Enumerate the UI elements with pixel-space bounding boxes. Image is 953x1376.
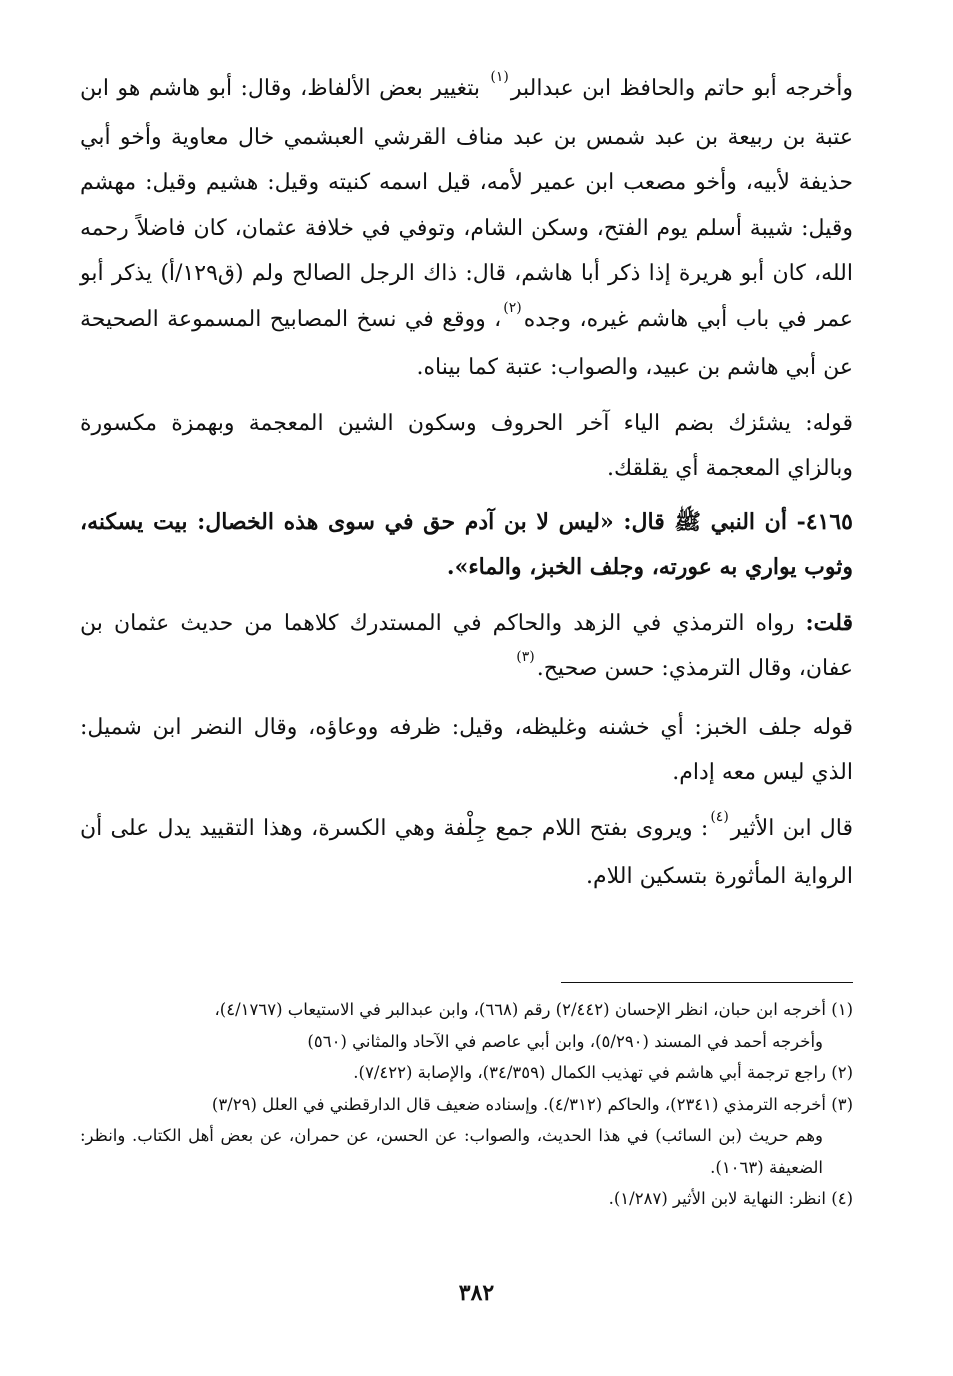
paragraph-text: ، ووقع في نسخ المصابيح المسموعة الصحيحة عن أبي هاشم بن عبيد، والصواب: عتبة كما بيناه.: [80, 306, 853, 380]
footnote-line: (١) أخرجه ابن حبان، انظر الإحسان (٢/٤٤٢) رقم (٦٦٨)، وابن عبدالبر في الاستيعاب (٤/١٧٦٧)،: [214, 1000, 853, 1019]
paragraph-jilf-al-khubz: [80, 705, 853, 796]
footnote-ref-4[interactable]: (٤): [710, 808, 729, 825]
paragraph-text: رواه الترمذي في الزهد والحاكم في المستدرك كلاهما من حديث عثمان بن عفان، وقال الترمذي: حسن صحيح.: [80, 610, 853, 681]
paragraph-ibn-al-athir: [80, 806, 853, 900]
footnotes: [80, 994, 853, 1215]
footnote-line: (٣) أخرجه الترمذي (٢٣٤١)، والحاكم (٤/٣١٢). وإسناده ضعيف قال الدارقطني في العلل (٣/٢٩): [211, 1094, 853, 1114]
footnote-ref-2[interactable]: (٢): [503, 299, 522, 316]
paragraph-text: : ويروى بفتح اللام جمع جِلْفة وهي الكسرة، وهذا التقييد يدل على أن الرواية المأثورة بتسكين اللام.: [80, 815, 853, 889]
footnote-line: وأخرجه أحمد في المسند (٥/٢٩٠)، وابن أبي عاصم في الآحاد والمثاني (٥٦٠): [307, 1031, 823, 1051]
paragraph-text: قال ابن الأثير: [730, 815, 853, 841]
paragraph-text: بتغيير بعض الألفاظ، وقال: أبو هاشم هو ابن عتبة بن ربيعة بن عبد شمس بن عبد مناف القرشي العبشمي خال معاوية وأخو أبي حذيفة لأبيه، وأخو مصعب ابن عمير لأمه، قيل اسمه كنيته وقيل: هشيم وقيل: مهشم وقيل: شيبة أسلم يوم الفتح، وسكن الشام، وتوفي في خلافة عثمان، كان فاضلاً رحمه الله، كان أبو هريرة إذا ذكر أبا هاشم، قال: ذاك الرجل الصالح ولم (ق١٢٩/أ) يذكر أبو عمر في باب أبي هاشم غيره، وجده: [80, 76, 854, 332]
paragraph-qult: [80, 601, 853, 695]
footnote-line: وهم حريث (بن السائب) في هذا الحديث، والصواب: عن الحسن، عن حمران، عن بعض أهل الكتاب. وانظر: الضعيفة (١٠٦٣).: [80, 1126, 823, 1177]
footnote-2: [80, 1057, 853, 1089]
hadith-4165: [80, 500, 853, 591]
hadith-text: ٤١٦٥- أن النبي ﷺ قال: «ليس لا بن آدم حق في سوى هذه الخصال: بيت يسكنه، وثوب يواري به عورته، وجلف الخبز، والماء».: [80, 508, 853, 580]
footnote-separator: [561, 982, 853, 983]
footnote-4: [80, 1183, 853, 1215]
footnote-line: (٢) راجع ترجمة أبي هاشم في تهذيب الكمال (٣٤/٣٥٩)، والإصابة (٧/٤٢٢).: [353, 1063, 853, 1082]
paragraph-abu-hashim: [80, 66, 853, 391]
footnote-ref-1[interactable]: (١): [490, 69, 509, 85]
footnote-line: (٤) انظر: النهاية لابن الأثير (١/٢٨٧).: [608, 1189, 853, 1208]
qult-label: قلت:: [805, 609, 853, 636]
paragraph-text: وأخرجه أبو حاتم والحافظ ابن عبدالبر: [510, 76, 853, 101]
footnote-3: [80, 1089, 853, 1184]
paragraph-yushizuk: [80, 401, 853, 492]
paragraph-text: قوله: يشئزك بضم الياء آخر الحروف وسكون الشين المعجمة وبهمزة مكسورة وبالزاي المعجمة أي يقلقك.: [80, 410, 853, 481]
footnote-ref-3[interactable]: (٣): [516, 649, 535, 665]
footnote-1: [80, 994, 853, 1057]
paragraph-text: قوله جلف الخبز: أي خشنه وغليظه، وقيل: ظرفه ووعاؤه، وقال النضر ابن شميل: الذي ليس معه إدام.: [80, 714, 853, 785]
page-number: ٣٨٢: [458, 1280, 495, 1306]
